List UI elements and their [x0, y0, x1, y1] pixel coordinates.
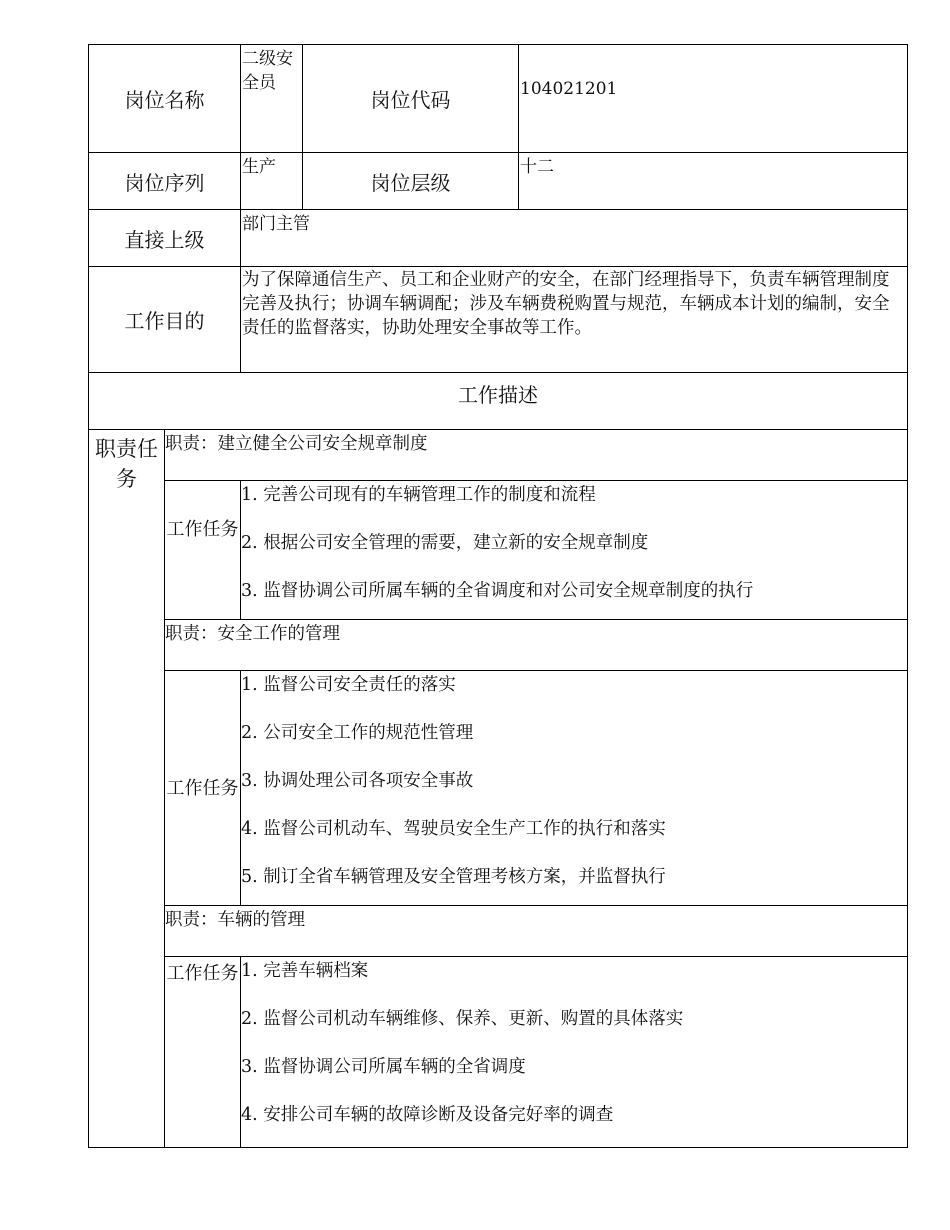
work-description-heading: 工作描述 [89, 373, 908, 430]
task-item: 3. 监督协调公司所属车辆的全省调度和对公司安全规章制度的执行 [241, 581, 754, 601]
task-item: 1. 监督公司安全责任的落实 [241, 675, 456, 695]
position-name-label: 岗位名称 [89, 45, 241, 153]
task-item: 2. 根据公司安全管理的需要，建立新的安全规章制度 [241, 533, 649, 553]
job-description-page [88, 44, 907, 1148]
position-code-value: 104021201 [519, 45, 908, 153]
task-row [89, 671, 908, 906]
position-level-label: 岗位层级 [303, 153, 519, 210]
duty-title: 职责：车辆的管理 [165, 906, 908, 957]
position-sequence-value: 生产 [241, 153, 303, 210]
job-description-table [88, 44, 908, 1148]
row-work-description-heading [89, 373, 908, 430]
position-sequence-label: 岗位序列 [89, 153, 241, 210]
direct-superior-label: 直接上级 [89, 210, 241, 267]
task-item: 2. 公司安全工作的规范性管理 [241, 723, 474, 743]
work-task-label: 工作任务 [165, 957, 241, 1148]
task-row [89, 957, 908, 1148]
duty-title: 职责：安全工作的管理 [165, 620, 908, 671]
task-item: 4. 监督公司机动车、驾驶员安全生产工作的执行和落实 [241, 819, 666, 839]
task-list [241, 481, 908, 620]
position-level-value: 十二 [519, 153, 908, 210]
duty-row [89, 620, 908, 671]
work-task-label: 工作任务 [165, 481, 241, 620]
row-position-sequence [89, 153, 908, 210]
work-purpose-value: 为了保障通信生产、员工和企业财产的安全，在部门经理指导下，负责车辆管理制度完善及执行；协调车辆调配；涉及车辆费税购置与规范，车辆成本计划的编制，安全责任的监督落实，协助处理安全事故等工作。 [241, 267, 908, 373]
duties-tasks-side-label: 职责任务 [89, 430, 165, 1148]
task-item: 2. 监督公司机动车辆维修、保养、更新、购置的具体落实 [241, 1009, 684, 1029]
task-item: 5. 制订全省车辆管理及安全管理考核方案，并监督执行 [241, 867, 666, 887]
position-name-value: 二级安全员 [241, 45, 303, 153]
work-task-label: 工作任务 [165, 671, 241, 906]
task-item: 1. 完善车辆档案 [241, 961, 369, 981]
row-direct-superior [89, 210, 908, 267]
position-code-label: 岗位代码 [303, 45, 519, 153]
task-item: 3. 监督协调公司所属车辆的全省调度 [241, 1057, 526, 1077]
task-item: 1. 完善公司现有的车辆管理工作的制度和流程 [241, 485, 596, 505]
row-work-purpose [89, 267, 908, 373]
duty-row [89, 906, 908, 957]
task-list [241, 671, 908, 906]
duty-title: 职责：建立健全公司安全规章制度 [165, 430, 908, 481]
row-position-name [89, 45, 908, 153]
duty-row [89, 430, 908, 481]
task-item: 4. 安排公司车辆的故障诊断及设备完好率的调查 [241, 1105, 614, 1125]
work-purpose-label: 工作目的 [89, 267, 241, 373]
task-row [89, 481, 908, 620]
task-list [241, 957, 908, 1148]
direct-superior-value: 部门主管 [241, 210, 908, 267]
task-item: 3. 协调处理公司各项安全事故 [241, 771, 474, 791]
